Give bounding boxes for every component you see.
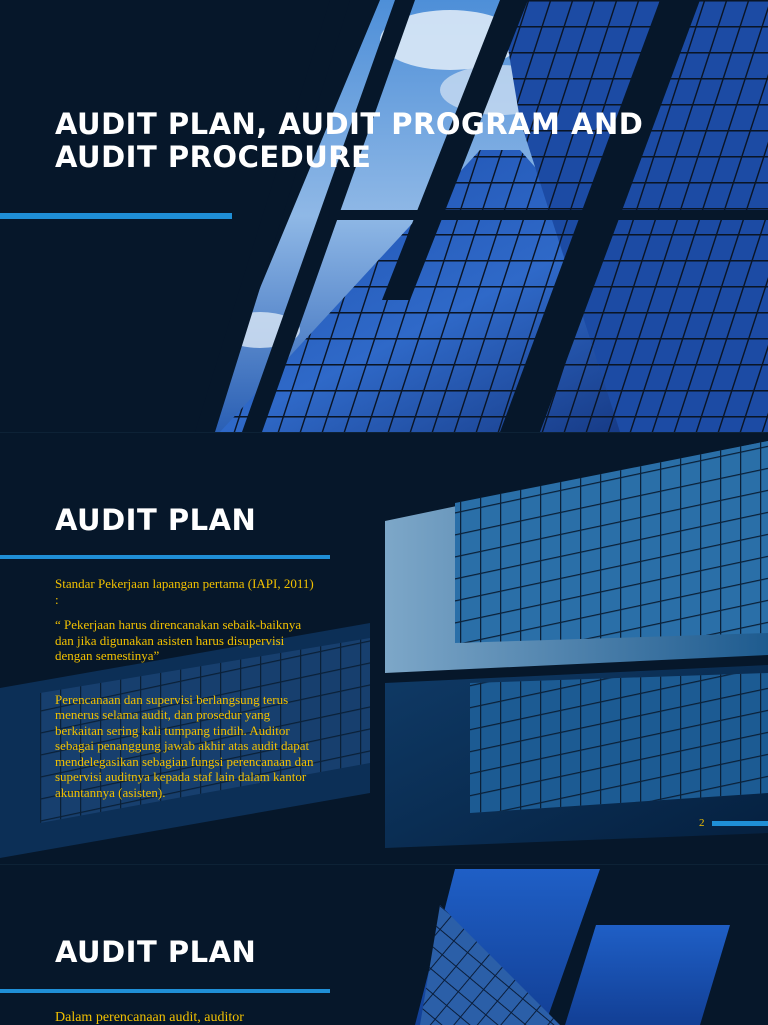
paragraph-planning-intro: Dalam perencanaan audit, auditor — [55, 1010, 244, 1025]
title-line-1: AUDIT PLAN, AUDIT PROGRAM AND — [55, 107, 644, 141]
paragraph-standard: Standar Pekerjaan lapangan pertama (IAPI, 2011) : — [55, 576, 314, 607]
title-accent-line — [0, 555, 330, 559]
slide-3 — [0, 864, 768, 1025]
slide-title: AUDIT PLAN — [55, 503, 257, 537]
paragraph-quote: “ Pekerjaan harus direncanakan sebaik-baiknya dan jika digunakan asisten harus disupervisi dengan semestinya” — [55, 617, 302, 663]
title-line-2: AUDIT PROCEDURE — [55, 140, 372, 174]
page-accent-line — [712, 821, 768, 826]
presentation-title — [55, 108, 643, 174]
slide-1 — [0, 0, 768, 432]
slide-body — [55, 576, 315, 810]
title-accent-line — [0, 989, 330, 993]
page-number: 2 — [699, 817, 705, 829]
slide-2 — [0, 432, 768, 865]
paragraph-planning: Perencanaan dan supervisi berlangsung terus menerus selama audit, dan prosedur yang berkaitan sering kali tumpang tindih. Auditor sebagai penanggung jawab akhir atas audit dapat mendelegasikan sebagian fungsi perencanaan dan supervisi auditnya kepada staf lain dalam kantor akuntannya (asisten). — [55, 691, 314, 800]
slide-title: AUDIT PLAN — [55, 935, 257, 969]
title-accent-line — [0, 213, 232, 219]
